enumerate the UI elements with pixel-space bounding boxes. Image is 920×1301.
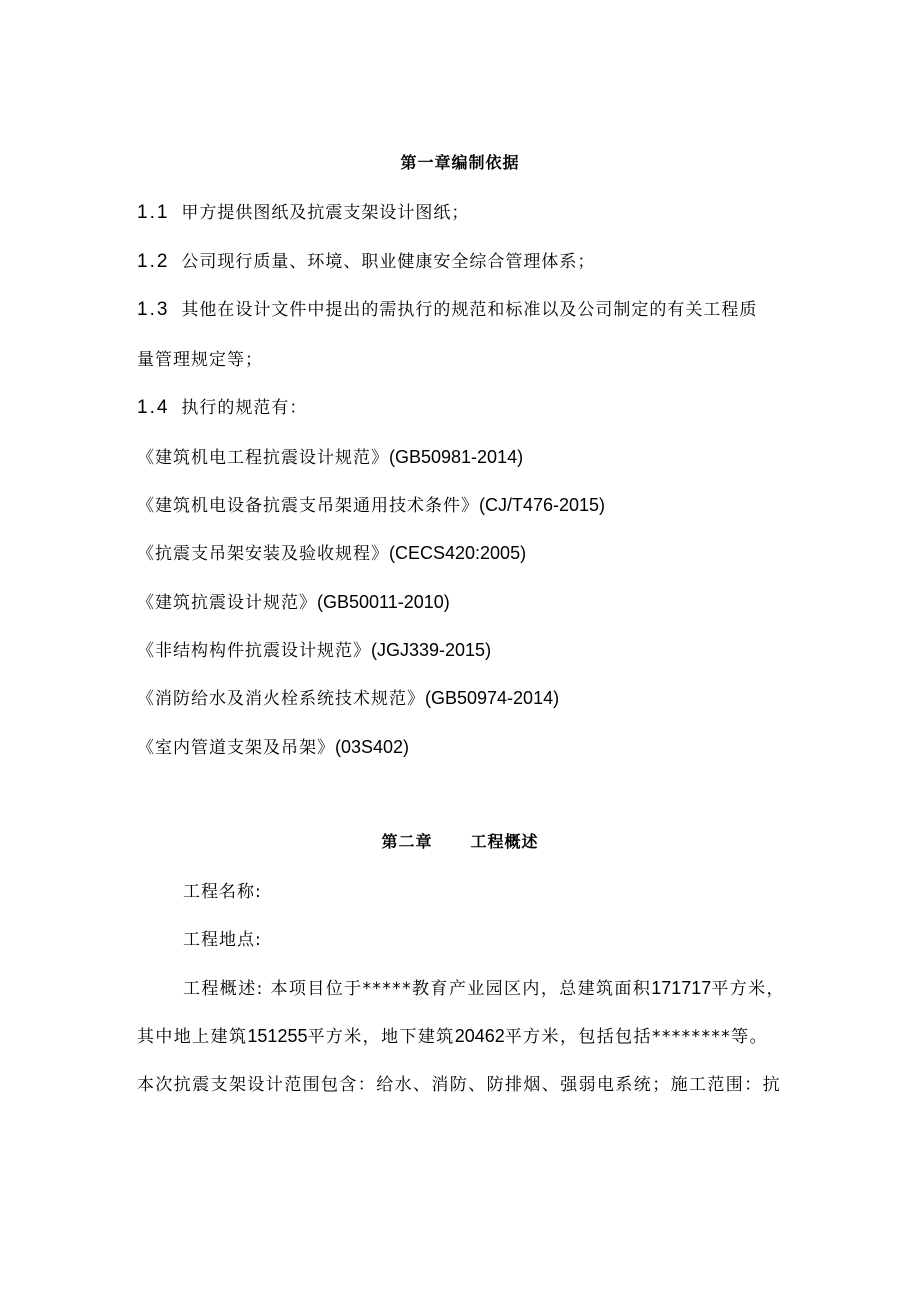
standard-code: (CECS420:2005) [389,543,527,563]
item-text: 其他在设计文件中提出的需执行的规范和标准以及公司制定的有关工程质 [181,300,758,320]
overview-line-3: 本次抗震支架设计范围包含：给水、消防、防排烟、强弱电系统；施工范围：抗 [137,1075,781,1095]
item-text: 甲方提供图纸及抗震支架设计图纸； [181,203,470,223]
standard-code: (03S402) [335,737,410,757]
standard-item [137,735,409,760]
standard-code: (CJ/T476-2015) [479,495,606,515]
chapter-2-number: 第二章 [381,832,433,851]
project-location-label: 工程地点: [183,930,262,950]
item-number: 1.2 [137,251,170,272]
overview-text: 平方米， [711,979,785,999]
item-number: 1.1 [137,202,170,223]
standard-code: (JGJ339-2015) [371,640,492,660]
overview-line-1 [183,976,785,1001]
item-1-1 [137,201,469,225]
standard-code: (GB50974-2014) [425,688,560,708]
item-text: 公司现行质量、环境、职业健康安全综合管理体系； [181,252,596,272]
standard-name: 《消防给水及消火栓系统技术规范》 [137,689,425,709]
standard-name: 《抗震支吊架安装及验收规程》 [137,544,389,564]
chapter-1-title: 第一章编制依据 [400,153,520,172]
overview-text: 其中地上建筑 [137,1027,248,1047]
standard-name: 《室内管道支架及吊架》 [137,738,335,758]
standard-item [137,638,491,663]
standard-item [137,445,523,470]
item-number: 1.4 [137,397,170,418]
item-number: 1.3 [137,299,170,320]
standard-name: 《建筑抗震设计规范》 [137,593,317,613]
underground-area-value: 20462 [454,1026,505,1046]
item-1-2 [137,250,595,274]
standard-name: 《建筑机电工程抗震设计规范》 [137,448,389,468]
above-ground-area-value: 151255 [247,1026,308,1046]
item-1-3-continuation: 量管理规定等； [137,350,263,370]
overview-line-2 [137,1024,768,1049]
chapter-2-title [0,830,920,854]
standard-code: (GB50011-2010) [317,592,450,612]
total-area-value: 171717 [651,978,712,998]
standard-name: 《非结构构件抗震设计规范》 [137,641,371,661]
standard-code: (GB50981-2014) [389,447,524,467]
item-1-3 [137,298,757,322]
overview-text: 平方米，包括包括********等。 [504,1027,768,1047]
standard-item [137,686,559,711]
project-name-label: 工程名称: [183,882,262,902]
chapter-2-name: 工程概述 [470,832,539,851]
standard-item [137,493,605,518]
overview-text: 工程概述: 本项目位于*****教育产业园区内，总建筑面积 [183,979,652,999]
standard-name: 《建筑机电设备抗震支吊架通用技术条件》 [137,496,479,516]
item-text: 执行的规范有： [181,398,308,418]
standard-item [137,590,450,615]
item-1-4 [137,396,307,420]
standard-item [137,541,526,566]
overview-text: 平方米，地下建筑 [307,1027,455,1047]
